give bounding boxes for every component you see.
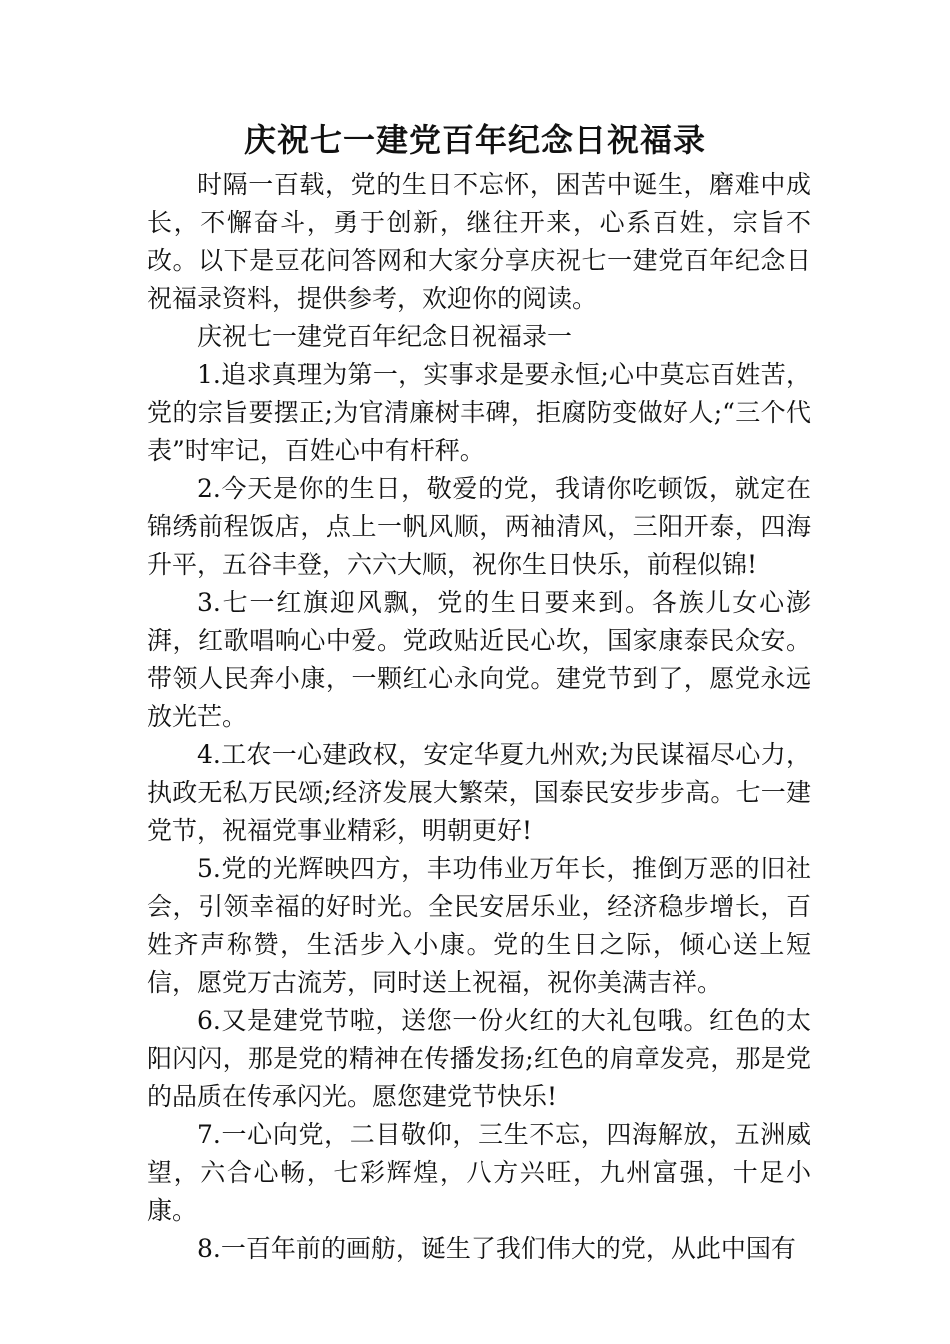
document-title: 庆祝七一建党百年纪念日祝福录 xyxy=(243,121,706,159)
list-item: 7.一心向党，二目敬仰，三生不忘，四海解放，五洲威望，六合心畅，七彩辉煌，八方兴旺，九州富强，十足小康。 xyxy=(147,1120,811,1225)
list-item: 5.党的光辉映四方，丰功伟业万年长，推倒万恶的旧社会，引领幸福的好时光。全民安居乐业，经济稳步增长，百姓齐声称赞，生活步入小康。党的生日之际，倾心送上短信，愿党万古流芳，同时送上祝福，祝你美满吉祥。 xyxy=(147,854,811,997)
list-item: 4.工农一心建政权，安定华夏九州欢;为民谋福尽心力，执政无私万民颂;经济发展大繁荣，国泰民安步步高。七一建党节，祝福党事业精彩，明朝更好! xyxy=(147,740,811,845)
list-item: 2.今天是你的生日，敬爱的党，我请你吃顿饭，就定在锦绣前程饭店，点上一帆风顺，两袖清风，三阳开泰，四海升平，五谷丰登，六六大顺，祝你生日快乐，前程似锦! xyxy=(147,474,811,579)
list-item: 6.又是建党节啦，送您一份火红的大礼包哦。红色的太阳闪闪，那是党的精神在传播发扬;红色的肩章发亮，那是党的品质在传承闪光。愿您建党节快乐! xyxy=(147,1006,811,1111)
document-body xyxy=(147,166,811,1268)
intro-paragraph: 时隔一百载，党的生日不忘怀，困苦中诞生，磨难中成长，不懈奋斗，勇于创新，继往开来，心系百姓，宗旨不改。以下是豆花问答网和大家分享庆祝七一建党百年纪念日祝福录资料，提供参考，欢迎你的阅读。 xyxy=(147,170,811,313)
section-heading: 庆祝七一建党百年纪念日祝福录一 xyxy=(197,322,573,351)
list-item: 3.七一红旗迎风飘，党的生日要来到。各族儿女心澎湃，红歌唱响心中爱。党政贴近民心坎，国家康泰民众安。带领人民奔小康，一颗红心永向党。建党节到了，愿党永远放光芒。 xyxy=(147,588,811,731)
list-item: 8.一百年前的画舫，诞生了我们伟大的党，从此中国有 xyxy=(197,1234,796,1263)
list-item: 1.追求真理为第一，实事求是要永恒;心中莫忘百姓苦，党的宗旨要摆正;为官清廉树丰碑，拒腐防变做好人;“三个代表”时牢记，百姓心中有杆秤。 xyxy=(147,360,811,465)
